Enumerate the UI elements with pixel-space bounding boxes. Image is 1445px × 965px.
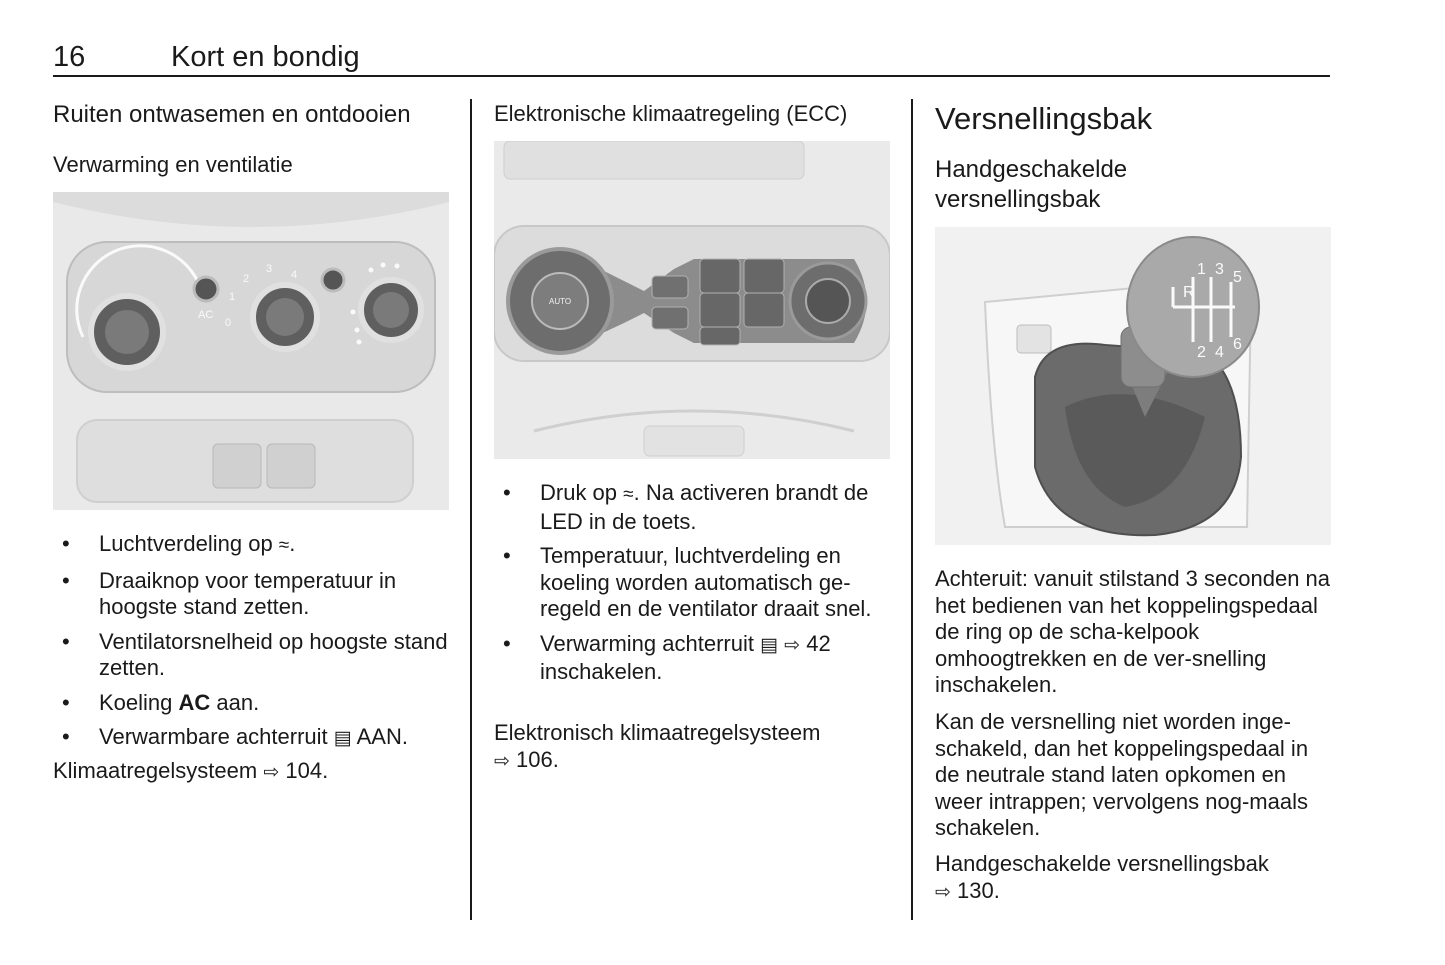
- ac-button: [194, 277, 218, 301]
- bullet-list-col2: [494, 480, 894, 694]
- heading-gearbox: Versnellingsbak: [935, 101, 1153, 136]
- heating-panel-illustration: [53, 192, 449, 510]
- reference-ecc-system[interactable]: Elektronisch klimaatregelsysteem ⇨ 106.: [494, 720, 821, 772]
- section-title: Kort en bondig: [171, 41, 360, 73]
- ref-arrow-icon: ⇨: [494, 750, 510, 772]
- ac-label: AC: [198, 309, 214, 321]
- list-item: • Koeling AC aan.: [53, 690, 463, 717]
- list-item: • Temperatuur, luchtverdeling en koeling worden automatisch ge-regeld en de ventilator draait snel.: [494, 543, 894, 623]
- figure-gear-lever: [935, 227, 1331, 545]
- header-rule: [53, 75, 1330, 77]
- subheading-manual-gearbox: Handgeschakelde versnellingsbak: [935, 156, 1128, 213]
- column-divider-2: [911, 99, 913, 920]
- ref-arrow-icon: ⇨: [784, 634, 801, 656]
- auto-label: AUTO: [549, 297, 572, 306]
- reference-climate-system[interactable]: Klimaatregelsysteem ⇨ 104.: [53, 758, 329, 783]
- heading-ecc: Elektronische klimaatregeling (ECC): [494, 101, 848, 126]
- list-item: • Ventilatorsnelheid op hoogste stand zetten.: [53, 629, 463, 682]
- gear-lever-illustration: [935, 227, 1331, 545]
- figure-heating-panel: [53, 192, 449, 510]
- gear-r-label: R: [1183, 284, 1195, 301]
- bullet-list-col1: [53, 531, 463, 761]
- speed-4-label: 4: [291, 269, 298, 281]
- speed-0-label: 0: [225, 317, 232, 329]
- paragraph-gear-not-engaged: Kan de versnelling niet worden inge-schakeld, dan het koppelingspedaal in de neutrale stand laten opkomen en weer intrappen; vervolgens nog-maals schakelen.: [935, 709, 1309, 840]
- defrost-icon: ≈: [278, 535, 290, 556]
- heading-defrost: Ruiten ontwasemen en ontdooien: [53, 101, 411, 128]
- list-item: • Luchtverdeling op ≈.: [53, 531, 463, 560]
- speed-3-label: 3: [266, 263, 273, 275]
- paragraph-reverse-gear: Achteruit: vanuit stilstand 3 seconden na het bedienen van het koppelingspedaal de ring op de scha-kelpook omhoogtrekken en de ver-snelling inschakelen.: [935, 566, 1331, 697]
- gear-1-label: 1: [1197, 261, 1206, 278]
- gear-4-label: 4: [1215, 344, 1224, 361]
- list-item: • Verwarming achterruit ▤ ⇨ 42 inschakelen.: [494, 631, 894, 686]
- max-defrost-icon: ≈: [623, 484, 634, 505]
- figure-ecc-panel: [494, 141, 890, 459]
- reference-manual-gearbox[interactable]: Handgeschakelde versnellingsbak ⇨ 130.: [935, 851, 1269, 903]
- rear-window-heat-icon: ▤: [333, 728, 352, 749]
- rear-window-heat-icon: ▤: [760, 634, 779, 656]
- subheading-heating: Verwarming en ventilatie: [53, 152, 293, 177]
- recirculation-button: [322, 269, 344, 291]
- gear-3-label: 3: [1215, 261, 1224, 278]
- gear-2-label: 2: [1197, 344, 1206, 361]
- gear-5-label: 5: [1233, 269, 1242, 286]
- ref-arrow-icon: ⇨: [935, 881, 951, 903]
- ecc-panel-illustration: [494, 141, 890, 459]
- gear-6-label: 6: [1233, 336, 1242, 353]
- list-item: • Druk op ≈. Na activeren brandt de LED in de toets.: [494, 480, 894, 535]
- list-item: • Verwarmbare achterruit ▤ AAN.: [53, 724, 463, 753]
- ref-arrow-icon: ⇨: [263, 762, 280, 783]
- speed-1-label: 1: [229, 291, 236, 303]
- page-number: 16: [53, 41, 86, 73]
- speed-2-label: 2: [243, 273, 250, 285]
- list-item: • Draaiknop voor temperatuur in hoogste stand zetten.: [53, 568, 463, 621]
- column-divider-1: [470, 99, 472, 920]
